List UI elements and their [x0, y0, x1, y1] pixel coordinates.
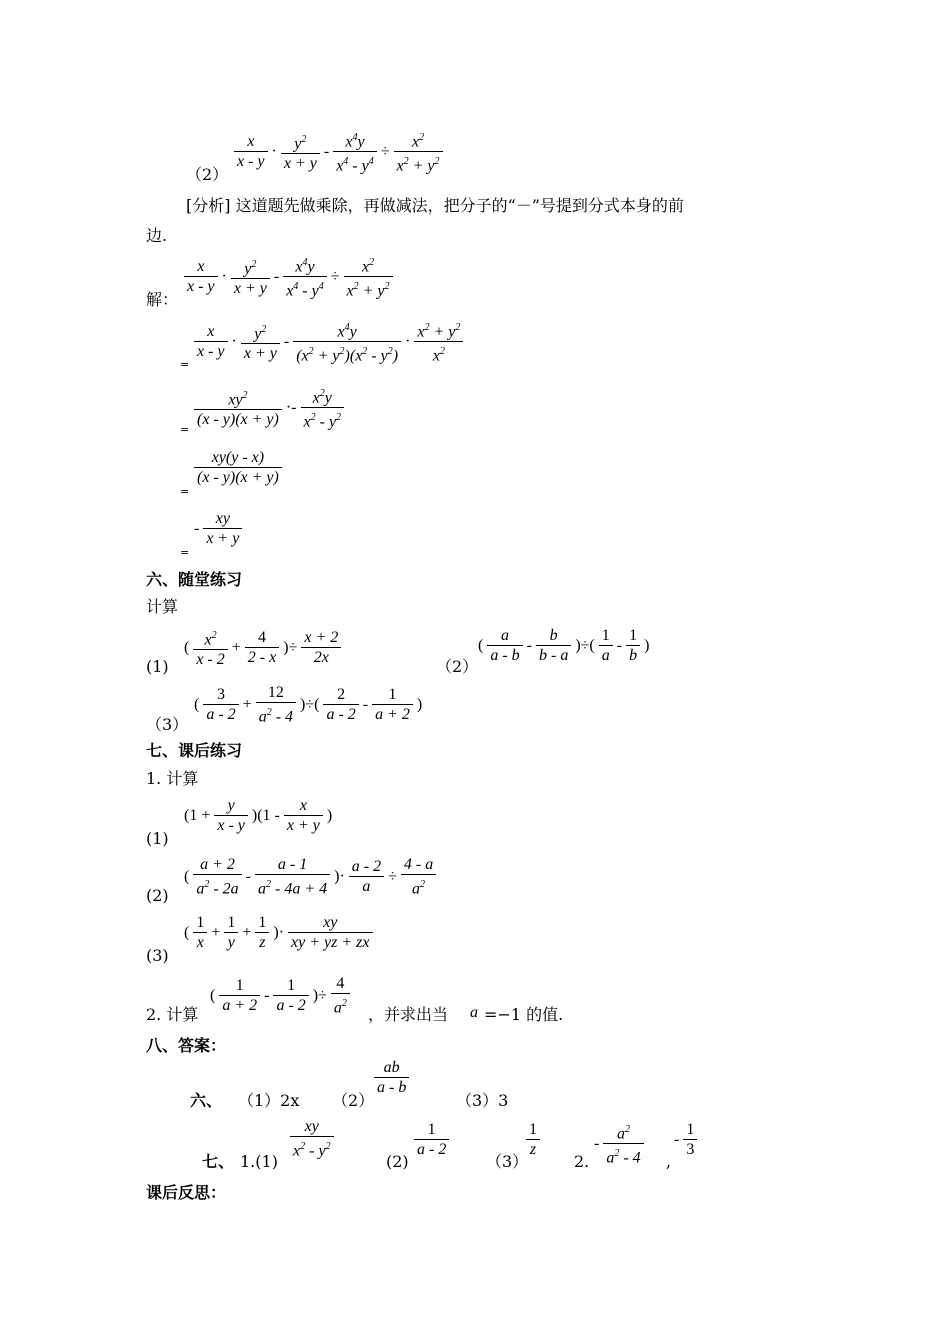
answer-6-2-expression: $\frac{ab}{a - b}$ — [372, 1058, 411, 1097]
solution-step-2: $\frac{x}{x - y}$ · $\frac{y^2}{x + y}$ - $\frac{x^4y}{(x^2 + y^2)(x^2 - y^2)}$ · $\frac{x^2 + y^2}{x^2}$ — [192, 318, 465, 366]
question-2-prefix: 2. 计算 — [146, 1005, 199, 1024]
homework-2-label: (2) — [146, 886, 169, 905]
homework-1-expression: (1 + $\frac{y}{x - y}$ )(1 - $\frac{x}{x + y}$ ) — [184, 797, 333, 834]
equals-sign: = — [180, 423, 190, 436]
question-2-expression: ( $\frac{1}{a + 2}$ - $\frac{1}{a - 2}$ )÷ $\frac{4}{a^2}$ — [208, 974, 352, 1017]
answer-7-1-3-label: （3） — [486, 1152, 529, 1171]
answer-7-2-label: 2. — [574, 1152, 590, 1171]
section-6-heading: 六、随堂练习 — [146, 570, 243, 589]
solution-label: 解： — [146, 290, 179, 309]
equals-sign: = — [180, 485, 190, 498]
exercise-3-label: （3） — [146, 715, 189, 734]
answer-6-3: （3）3 — [456, 1091, 509, 1110]
answers-6-label: 六、 — [190, 1091, 223, 1110]
homework-2-expression: ( $\frac{a + 2}{a^2 - 2a}$ - $\frac{a - 1}{a^2 - 4a + 4}$ )· $\frac{a - 2}{a}$ ÷ $\frac{4 - a}{a^2}$ — [182, 855, 438, 898]
exercise-1-expression: ( $\frac{x^2}{x - 2}$ + $\frac{4}{2 - x}$ )÷ $\frac{x + 2}{2x}$ — [182, 626, 343, 669]
problem-2-label: （2） — [186, 165, 229, 184]
solution-result: - $\frac{xy}{x + y}$ — [192, 509, 244, 548]
answer-7-2-value: - $\frac{1}{3}$ — [672, 1120, 699, 1159]
homework-3-label: (3) — [146, 946, 169, 965]
answer-7-1-1-label: 1.(1) — [240, 1152, 278, 1171]
exercise-2-expression: ( $\frac{a}{a - b}$ - $\frac{b}{b - a}$ )÷( $\frac{1}{a}$ - $\frac{1}{b}$ ) — [478, 627, 650, 664]
answers-7-label: 七、 — [202, 1152, 235, 1171]
exercise-2-label: （2） — [436, 657, 479, 676]
analysis-text-cont: 边. — [146, 226, 168, 245]
question-2-suffix: ，并求出当 — [368, 1005, 449, 1024]
solution-step-1: $\frac{x}{x - y}$ · $\frac{y^2}{x + y}$ - $\frac{x^4y}{x^4 - y^4}$ ÷ $\frac{x^2}{x^2 + y^2}$ — [182, 253, 395, 301]
answer-6-2-label: （2） — [332, 1091, 375, 1110]
answer-7-1-3-expression: $\frac{1}{z}$ — [524, 1120, 542, 1159]
equals-sign: = — [180, 546, 190, 559]
section-7-heading: 七、课后练习 — [146, 741, 243, 760]
answer-7-1-2-expression: $\frac{1}{a - 2}$ — [412, 1120, 451, 1159]
equals-sign: = — [180, 358, 190, 371]
answer-7-2-separator: , — [666, 1152, 672, 1171]
question-2-variable: a — [470, 1004, 478, 1021]
question-2-value: =−1 的值. — [484, 1005, 564, 1024]
exercise-1-label: (1) — [146, 657, 169, 676]
answer-6-1: （1）2x — [238, 1091, 300, 1110]
homework-1-label: (1) — [146, 829, 169, 848]
analysis-text: [分析] 这道题先做乘除，再做减法，把分子的“－”号提到分式本身的前 — [186, 196, 684, 215]
exercise-3-expression: ( $\frac{3}{a - 2}$ + $\frac{12}{a^2 - 4}$ )÷( $\frac{2}{a - 2}$ - $\frac{1}{a + 2}$ ) — [194, 684, 423, 726]
homework-3-expression: ( $\frac{1}{x}$ + $\frac{1}{y}$ + $\frac{1}{z}$ )· $\frac{xy}{xy + yz + zx}$ — [182, 913, 375, 952]
answer-7-1-2-label: (2) — [386, 1152, 409, 1171]
solution-step-3: $\frac{xy^2}{(x - y)(x + y)}$ ·- $\frac{x^2y}{x^2 - y^2}$ — [192, 384, 346, 432]
answer-7-1-1-expression: $\frac{xy}{x^2 - y^2}$ — [288, 1117, 336, 1160]
section-7-subheading: 1. 计算 — [146, 769, 199, 788]
section-8-heading: 八、答案： — [146, 1036, 227, 1055]
problem-2-expression: $\frac{x}{x - y}$ · $\frac{y^2}{x + y}$ - $\frac{x^4y}{x^4 - y^4}$ ÷ $\frac{x^2}{x^2 + y^2}$ — [232, 128, 445, 176]
section-6-subheading: 计算 — [146, 597, 179, 616]
reflection-heading: 课后反思： — [146, 1183, 227, 1202]
solution-step-4: $\frac{xy(y - x)}{(x - y)(x + y)}$ — [192, 448, 284, 487]
answer-7-2-expression: - $\frac{a^2}{a^2 - 4}$ — [592, 1120, 646, 1168]
